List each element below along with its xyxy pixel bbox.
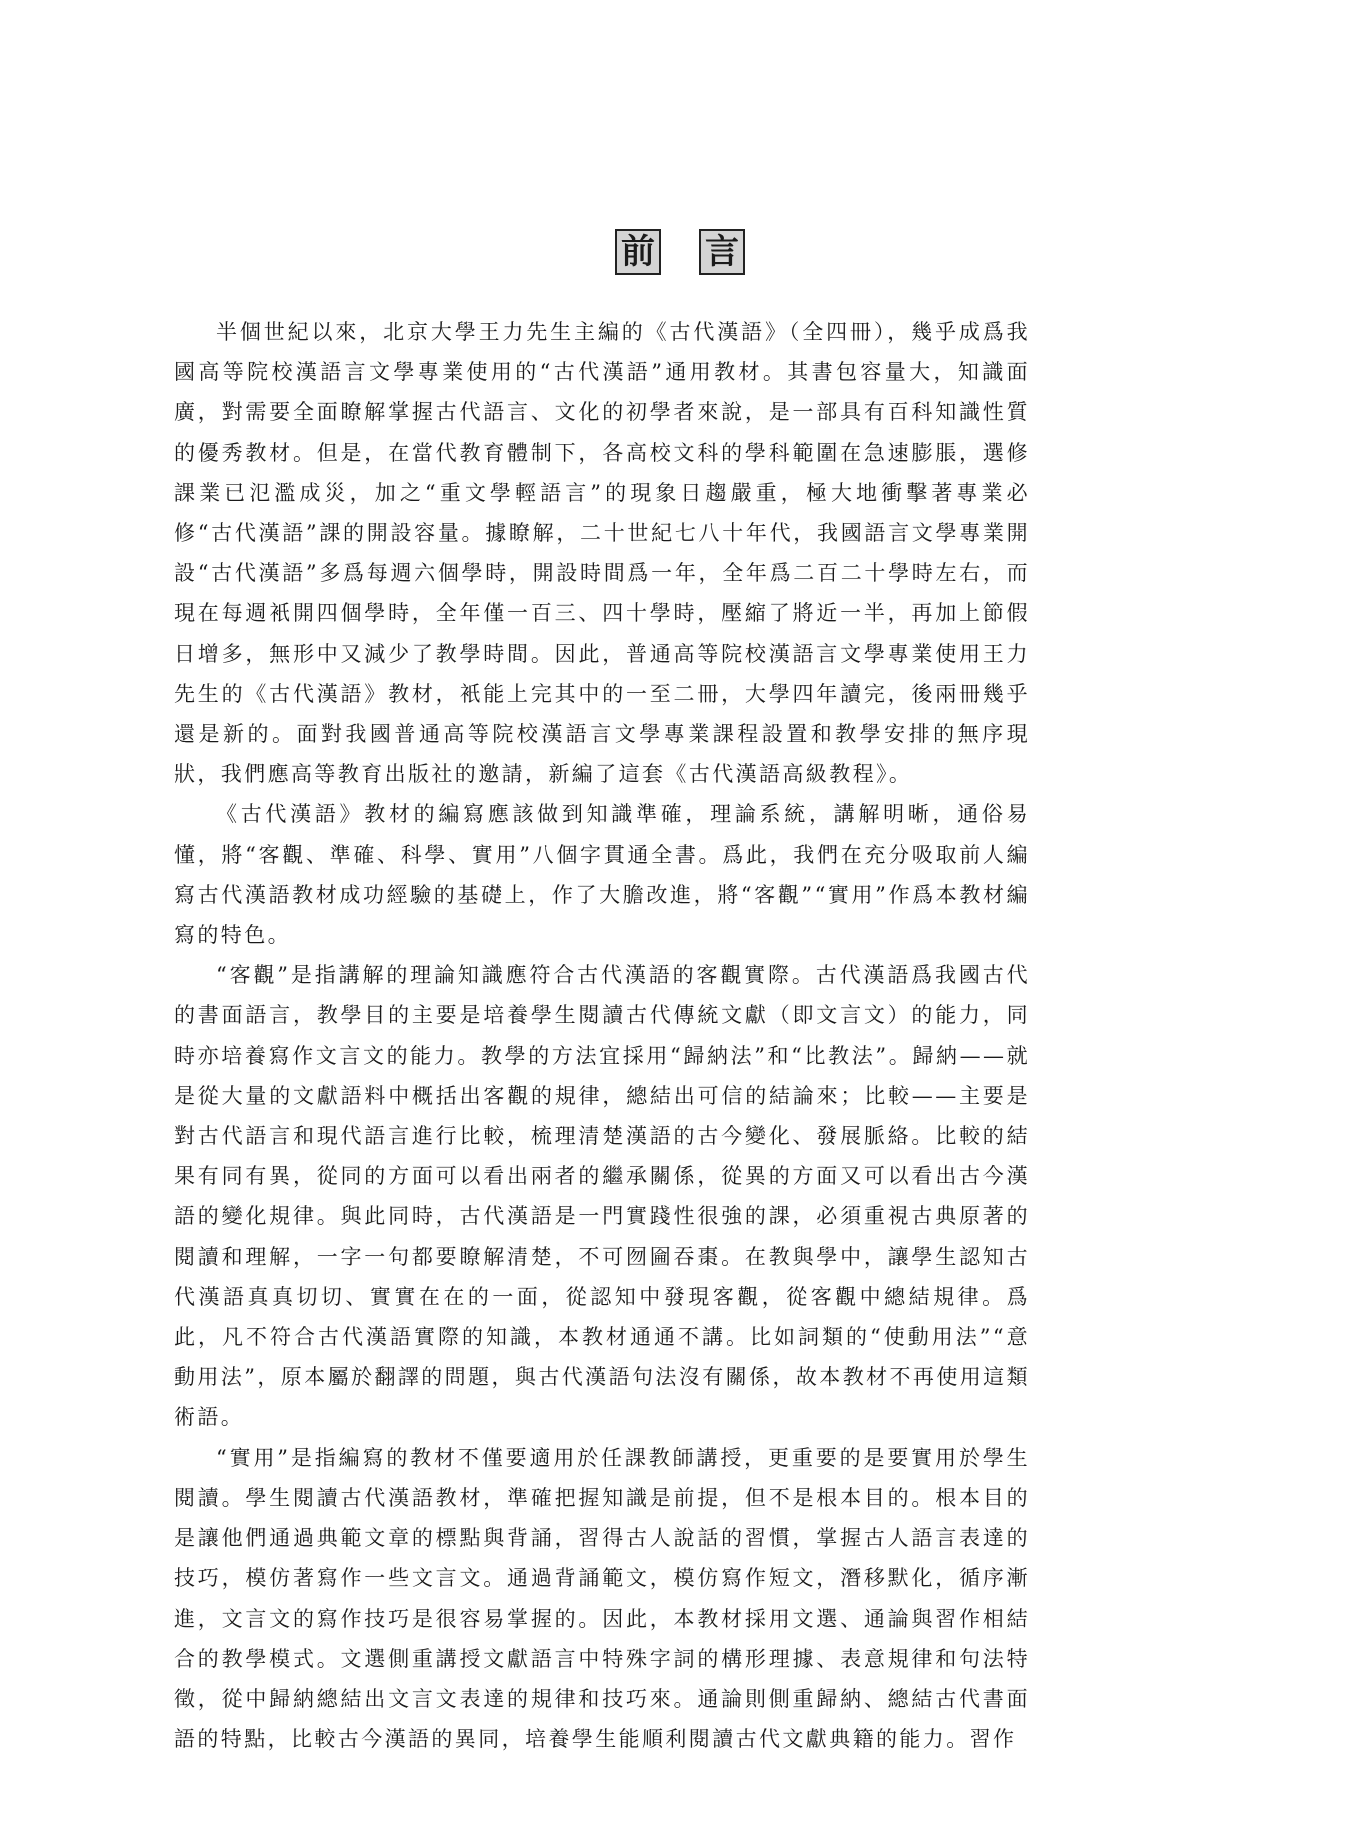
paragraph: 半個世紀以來，北京大學王力先生主編的《古代漢語》（全四冊），幾乎成爲我國高等院校漢語言文學專業使用的“古代漢語”通用教材。其書包容量大，知識面廣，對需要全面瞭解掌握古代語言、文化的初學者來說，是一部具有百科知識性質的優秀教材。但是，在當代教育體制下，各高校文科的學科範圍在急速膨脹，選修課業已氾濫成災，加之“重文學輕語言”的現象日趨嚴重，極大地衝擊著專業必修“古代漢語”課的開設容量。據瞭解，二十世紀七八十年代，我國語言文學專業開設“古代漢語”多爲每週六個學時，開設時間爲一年，全年爲二百二十學時左右，而現在每週衹開四個學時，全年僅一百三、四十學時，壓縮了將近一半，再加上節假日增多，無形中又減少了教學時間。因此，普通高等院校漢語言文學專業使用王力先生的《古代漢語》教材，衹能上完其中的一至二冊，大學四年讀完，後兩冊幾乎還是新的。面對我國普通高等院校漢語言文學專業課程設置和教學安排的無序現狀，我們應高等教育出版社的邀請，新編了這套《古代漢語高級教程》。 xyxy=(174,320,1030,787)
title-char-box: 前 xyxy=(615,229,661,275)
title-char-box: 言 xyxy=(699,229,745,275)
body-text xyxy=(174,312,1030,1759)
paragraph: “實用”是指編寫的教材不僅要適用於任課教師講授，更重要的是要實用於學生閱讀。學生閱讀古代漢語教材，準確把握知識是前提，但不是根本目的。根本目的是讓他們通過典範文章的標點與背誦，習得古人說話的習慣，掌握古人語言表達的技巧，模仿著寫作一些文言文。通過背誦範文，模仿寫作短文，潛移默化，循序漸進，文言文的寫作技巧是很容易掌握的。因此，本教材採用文選、通論與習作相結合的教學模式。文選側重講授文獻語言中特殊字詞的構形理據、表意規律和句法特徵，從中歸納總結出文言文表達的規律和技巧來。通論則側重歸納、總結古代書面語的特點，比較古今漢語的異同，培養學生能順利閱讀古代文獻典籍的能力。習作 xyxy=(174,1445,1030,1752)
page-title xyxy=(0,229,1360,275)
paragraph: “客觀”是指講解的理論知識應符合古代漢語的客觀實際。古代漢語爲我國古代的書面語言，教學目的主要是培養學生閱讀古代傳統文獻（即文言文）的能力，同時亦培養寫作文言文的能力。教學的方法宜採用“歸納法”和“比教法”。歸納——就是從大量的文獻語料中概括出客觀的規律，總結出可信的結論來；比較——主要是對古代語言和現代語言進行比較，梳理清楚漢語的古今變化、發展脈絡。比較的結果有同有異，從同的方面可以看出兩者的繼承關係，從異的方面又可以看出古今漢語的變化規律。與此同時，古代漢語是一門實踐性很強的課，必須重視古典原著的閱讀和理解，一字一句都要瞭解清楚，不可囫圇吞棗。在教與學中，讓學生認知古代漢語真真切切、實實在在的一面，從認知中發現客觀，從客觀中總結規律。爲此，凡不符合古代漢語實際的知識，本教材通通不講。比如詞類的“使動用法”“意動用法”，原本屬於翻譯的問題，與古代漢語句法沒有關係，故本教材不再使用這類術語。 xyxy=(174,963,1030,1430)
paragraph: 《古代漢語》教材的編寫應該做到知識準確，理論系統，講解明晰，通俗易懂，將“客觀、準確、科學、實用”八個字貫通全書。爲此，我們在充分吸取前人編寫古代漢語教材成功經驗的基礎上，作了大膽改進，將“客觀”“實用”作爲本教材編寫的特色。 xyxy=(174,802,1030,948)
